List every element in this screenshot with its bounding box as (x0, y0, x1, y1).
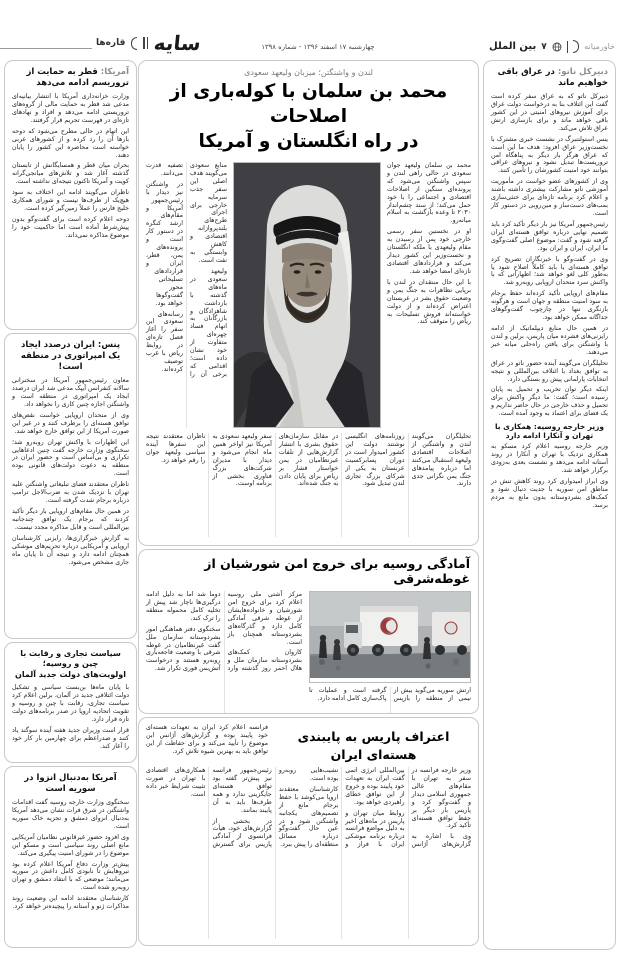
header-section-right (489, 40, 615, 53)
article-mbs-column-right: محمد بن سلمان ولیعهد جوان سعودی در حالی راهی لندن و سپس واشنگتن می‌شود که پرونده‌ای سنگین از اصلاحات اقتصادی و اجتماعی را با خود حمل می‌کند؛ از سند چشم‌انداز ۲۰۳۰ تا وعده بازگشت به اسلام میانه‌رو. او در نخستین سفر رسمی خارجی خود پس از رسیدن به مقام ولیعهدی با ملکه انگلستان و نخست‌وزیر این کشور دیدار می‌کند و قراردادهای اقتصادی تازه‌ای امضا خواهد شد. با این حال منتقدان در لندن با برپایی تظاهرات به جنگ یمن و وضعیت حقوق بشر در عربستان اعتراض کرده‌اند و از دولت خواسته‌اند فروش تسلیحات به ریاض را متوقف کند. (387, 161, 471, 326)
article-syria-us-body: سخنگوی وزارت خارجه روسیه گفت اقدامات واشنگتن در شرق فرات نشان می‌دهد آمریکا به‌دنبال انزوای دمشق و تجزیه خاک سوریه است. وی افزود حضور غیرقانونی نظامیان آمریکایی مانع اصلی روند سیاسی است و مسکو این موضوع را در شورای امنیت پیگیری می‌کند. پیش‌تر وزارت دفاع آمریکا اعلام کرده بود نیروهایش تا نابودی کامل داعش در سوریه می‌مانند؛ موضعی که با انتقاد دمشق و تهران روبه‌رو شده است. کارشناسان معتقدند ادامه این وضعیت روند مذاکرات ژنو و آستانه را پیچیده‌تر خواهد کرد. (12, 799, 129, 911)
article-germany-body: با پایان ماه‌ها بن‌بست سیاسی و تشکیل دولت ائتلافی جدید در آلمان، برلین اعلام کرد سیاست تجاری، رقابت با چین و روسیه و تقویت اتحادیه اروپا در صدر برنامه‌های دولت تازه قرار دارد. قرار است وزیران جدید هفته آینده سوگند یاد کنند و صدراعظم برای چهارمین بار کار خود را آغاز کند. (12, 684, 129, 750)
page-header (0, 0, 620, 58)
article-nato (483, 60, 616, 950)
article-paris-lead: فرانسه اعلام کرد ایران به تعهدات هسته‌ای خود پایبند بوده و گزارش‌های آژانس این موضوع را تأیید می‌کند و برای حفاظت از این توافق باید به بهترین شیوه تلاش کرد. (146, 724, 268, 755)
article-syria-us-title: آمریکا به‌دنبال انزوا در سوریه است (24, 773, 117, 795)
globe-icon (552, 42, 562, 52)
article-mbs (138, 60, 479, 546)
right-column (483, 60, 616, 950)
article-pence-title: پنس: ایران درصدد ایجاد یک امپراتوری در منطقه است! (20, 340, 121, 373)
article-mbs-column-left: منابع سعودی می‌گویند هدف اصلی این سفر جذب سرمایه خارجی برای اجرای طرح‌های بلندپروازانه اقتصادی و کاهش وابستگی به نفت است. ولیعهد سعودی در ماه‌های گذشته با بازداشت شاهزادگان و بازرگانان به اتهام فساد چهره‌ای متفاوت از خود نشان داده است؛ اقدامی که برخی آن را تصفیه قدرت می‌دانند. در واشنگتن نیز دیدار با رئیس‌جمهور آمریکا و مقام‌های ارشد کنگره در دستور کار است و پرونده‌های یمن، قطر، ایران و قراردادهای تسلیحاتی محور گفت‌وگوها خواهد بود. رسانه‌های سعودی این سفر را آغاز فصل تازه‌ای در روابط ریاض با غرب توصیف کرده‌اند. (146, 161, 227, 378)
section-label-continents: قاره‌ها (96, 38, 126, 48)
article-paris-body: وزیر خارجه فرانسه در سفر به تهران با مقام‌های عالی جمهوری اسلامی دیدار و گفت‌وگو کرد و پاریس بار دیگر بر حفظ توافق هسته‌ای تأکید کرد. وی با اشاره به گزارش‌های آژانس بین‌المللی انرژی اتمی گفت ایران به تعهدات خود پایبند بوده و خروج از این توافق خطای راهبردی خواهد بود. روابط میان تهران و پاریس در ماه‌های اخیر به دلیل مواضع فرانسه درباره برنامه موشکی ایران با فراز و نشیب‌هایی روبه‌رو بوده است. کارشناسان معتقدند اروپا می‌کوشد با حفظ برجام مانع از تصمیم‌های یکجانبه واشنگتن شود و در عین حال گفت‌وگو درباره مسائل منطقه‌ای را پیش ببرد. رئیس‌جمهور فرانسه نیز پیش‌تر گفته بود توافق هسته‌ای جایگزینی ندارد و همه طرف‌ها باید به آن پایبند بمانند. در بخشی از گزارش‌های خود، هیأت فرانسوی از آمادگی پاریس برای گسترش همکاری‌های اقتصادی با تهران در صورت تثبیت شرایط خبر داده است. (146, 767, 471, 849)
article-ghouta-below-photo: ارتش سوریه می‌گوید بیش از نیمی از منطقه را بازپس گرفته است و عملیات تا پاک‌سازی کامل ادامه دارد. (309, 687, 471, 702)
article-nato-body: دبیرکل ناتو که به عراق سفر کرده است گفت این ائتلاف بنا به درخواست دولت عراق برای آموزش نیروهای امنیتی در این کشور باقی خواهد ماند و برای بازسازی ارتش عراق تلاش می‌کند. ینس استولتنبرگ در نشست خبری مشترک با نخست‌وزیر عراق افزود: هدف ما این است که عراق هرگز بار دیگر به پناهگاه امن تروریست‌ها تبدیل نشود و نیروهای عراقی بتوانند خود امنیت کشورشان را تأمین کنند. وی از کشورهای عضو خواست در مأموریت آموزشی ناتو مشارکت بیشتری داشته باشند و اعلام کرد برنامه تازه‌ای برای خنثی‌سازی بمب‌های دست‌ساز و مین‌روبی در دستور کار است. رئیس‌جمهور آمریکا نیز بار دیگر تأکید کرد باید تصمیم نهایی درباره توافق هسته‌ای ایران گرفته شود و گفت: موضوع اصلی گفت‌وگوی ما ایران، ایران و ایران بود. وی در گفت‌وگو با خبرنگاران تصریح کرد توافق هسته‌ای یا باید کاملاً اصلاح شود یا به‌طور کلی لغو خواهد شد؛ اظهاراتی که با واکنش سرد متحدان اروپایی روبه‌رو شد. مقام‌های اروپایی تأکید کرده‌اند حفظ برجام به سود امنیت منطقه و جهان است و هرگونه بازنگری تنها در چارچوب گفت‌وگوهای جداگانه ممکن خواهد بود. در همین حال منابع دیپلماتیک از ادامه رایزنی‌های فشرده میان پاریس، برلین و لندن با واشنگتن برای یافتن راه‌حلی میانه خبر می‌دهند. تحلیلگران می‌گویند آینده حضور ناتو در عراق به توافق بغداد با ائتلاف بین‌المللی و نتیجه انتخابات پارلمانی پیش رو بستگی دارد. اینکه دیگر توان تخریب و تحمیل به پایان رسیده است؛ گفت: ما دیگر واکنش برای تحمیل و حذف خارجی در حال حاضر نداریم و یک فضای برای اعتماد به وجود آمده است. (491, 93, 608, 418)
article-qatar (4, 60, 137, 330)
header-section-left (96, 31, 201, 55)
article-mbs-kicker: لندن و واشنگتن؛ میزبان ولیعهد سعودی (244, 68, 373, 77)
page-number: ۷ (541, 41, 547, 52)
article-ghouta-side-text: مرکز آشتی ملی روسیه اعلام کرد برای خروج امن شورشیان و خانواده‌هایشان از غوطه شرقی آمادگی کامل دارد و گذرگاه‌های بشردوستانه همچنان باز است. کاروان کمک‌های بشردوستانه سازمان ملل و هلال احمر روز گذشته وارد دوما شد اما به دلیل ادامه درگیری‌ها ناچار شد پیش از تخلیه کامل محموله منطقه را ترک کند. سخنگوی دفتر هماهنگی امور بشردوستانه سازمان ملل گفت غیرنظامیان در غوطه شرقی با وضعیت فاجعه‌باری روبه‌رو هستند و درخواست آتش‌بس فوری تکرار شد. (146, 591, 302, 673)
article-ghouta-title: آمادگی روسیه برای خروج امن شورشیان از غوطه‌شرقی (204, 556, 470, 586)
article-qatar-kicker: آمریکا: (100, 67, 129, 77)
article-qatar-body: وزارت خزانه‌داری آمریکا با انتشار بیانیه‌ای مدعی شد قطر به حمایت مالی از گروه‌های تروریستی ادامه می‌دهد و افراد و نهادهای تازه‌ای در فهرست تحریم قرار گرفتند. این اتهام در حالی مطرح می‌شود که دوحه بارها آن را رد کرده و از کشورهای عربی خواسته است محاصره این کشور را پایان دهند. بحران میان قطر و همسایگانش از تابستان گذشته آغاز شد و تلاش‌های میانجی‌گرانه کویت و آمریکا تاکنون نتیجه‌ای نداشته است. ناظران می‌گویند ادامه این اختلاف به سود هیچ‌یک از طرف‌ها نیست و شورای همکاری خلیج فارس را عملاً زمین‌گیر کرده است. دوحه اعلام کرده است برای گفت‌وگو بدون پیش‌شرط آماده است اما حاکمیت خود را موضوع مذاکره نمی‌داند. (12, 93, 129, 239)
header-rule (0, 48, 92, 49)
article-ghouta (138, 549, 479, 714)
article-qatar-title: آمریکا: قطر به حمایت از تروریسم ادامه می‌دهد (26, 67, 129, 89)
center-column (138, 60, 479, 950)
article-germany (4, 642, 137, 763)
article-syria-us (4, 766, 137, 948)
article-mbs-bottom-text: تحلیلگران می‌گویند لندن و واشنگتن از اصلاحات اقتصادی ولیعهد استقبال می‌کنند اما درباره پیامدهای جنگ یمن نگرانی جدی دارند. روزنامه‌های انگلیسی نوشتند دولت این کشور امیدوار است در دوران پسابرکسیت عربستان به یکی از شرکای بزرگ تجاری لندن تبدیل شود. در مقابل سازمان‌های حقوق بشری با انتشار گزارش‌هایی از تلفات غیرنظامیان در یمن خواستار فشار بر ریاض برای پایان دادن به جنگ شده‌اند. سفر ولیعهد سعودی به آمریکا نیز اواخر همین ماه انجام می‌شود و دیدار با مدیران شرکت‌های بزرگ فناوری بخشی از برنامه اوست. ناظران معتقدند نتیجه این سفرها آینده سیاسی ولیعهد جوان را رقم خواهد زد. (146, 432, 471, 488)
date-line: چهارشنبه ۱۷ اسفند ۱۳۹۶ - شماره ۱۳۹۸ (261, 43, 375, 51)
article-nato-title: دبیرکل ناتو: در عراق باقی خواهیم ماند (497, 67, 608, 89)
bracket-icon (131, 37, 137, 50)
bracket-icon (573, 40, 579, 53)
divider-bars-icon (143, 37, 148, 49)
article-paris (138, 717, 479, 946)
section-label-international: بین الملل (489, 41, 537, 52)
article-mbs-headline: محمد بن سلمان با کوله‌باری از اصلاحات در راه انگلستان و آمریکا (169, 81, 448, 152)
article-nato-kicker: دبیرکل ناتو: (557, 67, 608, 77)
aid-convoy-photo (309, 591, 471, 683)
article-germany-title: سیاست تجاری و رقابت با چین و روسیه؛ اولویت‌های دولت جدید آلمان (15, 649, 126, 679)
left-column (4, 60, 137, 950)
article-pence (4, 333, 137, 639)
article-paris-title: اعتراف پاریس به پایبندی هسته‌ای ایران (297, 729, 450, 762)
aid-convoy-photo-block (309, 591, 471, 714)
section-label-middle-east: خاورمیانه (584, 42, 615, 51)
article-nato-subheading: وزیر خارجه روسیه: همکاری با تهران و آنکارا ادامه دارد (495, 422, 604, 441)
article-pence-body: معاون رئیس‌جمهور آمریکا در سخنرانی سالانه کنفرانس آیپک مدعی شد ایران درصدد ایجاد یک امپراتوری در منطقه است و واشنگتن اجازه چنین کاری را نخواهد داد. وی از متحدان اروپایی خواست نقص‌های توافق هسته‌ای را برطرف کنند و در غیر این صورت آمریکا از این توافق خارج خواهد شد. این اظهارات با واکنش تهران روبه‌رو شد؛ سخنگوی وزارت خارجه گفت چنین ادعاهایی تکراری و بی‌اساس است و حضور ایران در منطقه به دعوت دولت‌های قانونی بوده است. ناظران معتقدند فضای تبلیغاتی واشنگتن علیه تهران با نزدیک شدن به ضرب‌الاجل ترامپ درباره برجام شدت گرفته است. در همین حال مقام‌های اروپایی بار دیگر تأکید کردند که برجام یک توافق چندجانبه بین‌المللی است و قابل مذاکره مجدد نیست. به گزارش خبرگزاری‌ها، رایزنی کارشناسان اروپایی و آمریکایی درباره تحریم‌های موشکی همچنان ادامه دارد و نتیجه آن تا پایان ماه جاری مشخص می‌شود. (12, 377, 129, 566)
divider-bars-icon (567, 41, 569, 53)
mbs-portrait-photo (233, 162, 381, 428)
article-nato-body2: وزیر خارجه روسیه اعلام کرد مسکو به همکاری نزدیک با تهران و آنکارا در روند آستانه ادامه می‌دهد و نشست بعدی به‌زودی برگزار خواهد شد. وی ابراز امیدواری کرد روند کاهش تنش در مناطق امن سوریه با جدیت دنبال شود و کمک‌های بشردوستانه بدون مانع به مردم برسد. (491, 443, 608, 509)
newspaper-logo: سایه (153, 31, 203, 55)
